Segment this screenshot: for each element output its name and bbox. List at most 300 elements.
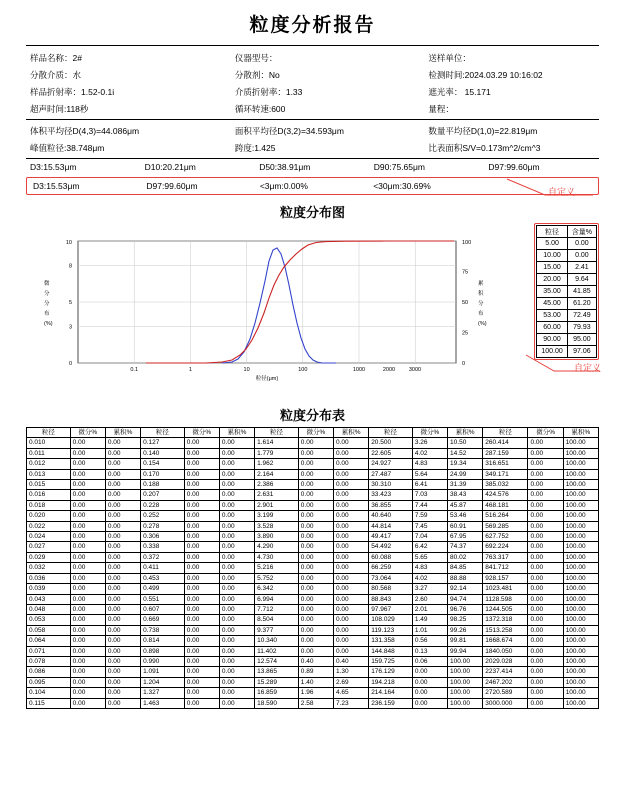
cell-diameter: 0.022 (27, 521, 71, 531)
cell-differential: 0.00 (298, 521, 333, 531)
cell-differential: 4.02 (412, 448, 447, 458)
cell-differential: 0.00 (528, 532, 563, 542)
cell-diameter: 569.285 (483, 521, 528, 531)
side-row (537, 322, 597, 334)
cell-diameter: 1.327 (141, 688, 185, 698)
info-cell: 介质折射率：1.33 (234, 86, 303, 97)
cell-differential: 0.00 (412, 677, 447, 687)
cell-differential: 7.44 (412, 500, 447, 510)
svg-text:积: 积 (478, 291, 484, 297)
cell-diameter: 36.855 (369, 500, 413, 510)
cell-diameter: 0.278 (141, 521, 185, 531)
cell-cumulative: 88.88 (448, 573, 483, 583)
cell-differential: 0.00 (70, 511, 105, 521)
table-row (27, 604, 599, 614)
cell-differential: 0.00 (528, 511, 563, 521)
custom-d97: D97:99.60μm (146, 181, 198, 191)
table-row (27, 688, 599, 698)
cell-cumulative: 0.00 (105, 698, 140, 708)
info-row (26, 139, 599, 156)
cell-diameter: 10.340 (255, 636, 299, 646)
side-cell: 0.00 (567, 238, 596, 250)
cell-diameter: 385.032 (483, 480, 528, 490)
cell-diameter: 0.086 (27, 667, 71, 677)
cell-diameter: 97.967 (369, 604, 413, 614)
svg-text:0: 0 (68, 361, 72, 367)
cell-differential: 0.00 (298, 511, 333, 521)
cell-differential: 0.00 (528, 490, 563, 500)
cell-cumulative: 0.00 (105, 604, 140, 614)
cell-diameter: 88.843 (369, 594, 413, 604)
cell-cumulative: 0.00 (219, 615, 254, 625)
cell-diameter: 44.814 (369, 521, 413, 531)
side-th: 粒径 (537, 226, 567, 238)
cell-cumulative: 0.00 (219, 552, 254, 562)
table-row (27, 573, 599, 583)
cell-diameter: 3.199 (255, 511, 299, 521)
cell-diameter: 0.048 (27, 604, 71, 614)
cell-diameter: 27.487 (369, 469, 413, 479)
distribution-chart (26, 223, 602, 398)
cell-diameter: 0.551 (141, 594, 185, 604)
cell-differential: 0.00 (184, 584, 219, 594)
percentile-d3: D3:15.53μm (30, 162, 77, 172)
cell-cumulative: 0.00 (105, 500, 140, 510)
cell-differential: 0.13 (412, 646, 447, 656)
cell-cumulative: 100.00 (563, 500, 598, 510)
cell-differential: 0.00 (70, 542, 105, 552)
cell-diameter: 144.848 (369, 646, 413, 656)
cell-cumulative: 100.00 (563, 625, 598, 635)
cell-cumulative: 0.00 (333, 584, 368, 594)
table-row (27, 677, 599, 687)
custom-d3: D3:15.53μm (33, 181, 80, 191)
cell-differential: 0.00 (298, 646, 333, 656)
cell-diameter: 0.814 (141, 636, 185, 646)
cell-diameter: 18.590 (255, 698, 299, 708)
cell-differential: 7.45 (412, 521, 447, 531)
cell-differential: 0.00 (528, 542, 563, 552)
svg-text:3000: 3000 (408, 367, 422, 373)
table-row (27, 698, 599, 708)
cell-cumulative: 0.00 (219, 521, 254, 531)
cell-cumulative: 0.00 (105, 584, 140, 594)
cell-cumulative: 100.00 (563, 594, 598, 604)
cell-cumulative: 100.00 (563, 469, 598, 479)
info-cell: 峰值粒径:38.748μm (30, 142, 105, 153)
svg-text:25: 25 (462, 330, 469, 337)
cell-differential: 0.00 (184, 656, 219, 666)
cell-cumulative: 99.94 (448, 646, 483, 656)
side-row (537, 262, 597, 274)
cell-differential: 0.00 (184, 563, 219, 573)
th-differential: 微分% (184, 428, 219, 438)
side-cell: 10.00 (537, 250, 567, 262)
cell-cumulative: 100.00 (563, 604, 598, 614)
info-row (26, 122, 599, 139)
cell-differential: 3.27 (412, 584, 447, 594)
cell-diameter: 2467.202 (483, 677, 528, 687)
cell-differential: 0.00 (184, 646, 219, 656)
side-row (537, 334, 597, 346)
distribution-data-table[interactable] (26, 427, 599, 709)
table-row (27, 636, 599, 646)
table-header-row (27, 428, 599, 438)
cell-diameter: 841.712 (483, 563, 528, 573)
cell-cumulative: 0.00 (105, 646, 140, 656)
cell-cumulative: 100.00 (563, 646, 598, 656)
cell-cumulative: 96.76 (448, 604, 483, 614)
info-cell: 分散介质：水 (30, 69, 82, 80)
cell-diameter: 3000.000 (483, 698, 528, 708)
side-row (537, 298, 597, 310)
cell-cumulative: 100.00 (448, 688, 483, 698)
report-page (0, 10, 625, 786)
cell-differential: 0.00 (184, 688, 219, 698)
table-row (27, 438, 599, 448)
cell-diameter: 0.015 (27, 480, 71, 490)
cell-cumulative: 0.00 (219, 594, 254, 604)
cell-diameter: 1.779 (255, 448, 299, 458)
chart-title: 粒度分布图 (279, 206, 345, 221)
cell-cumulative: 0.00 (333, 552, 368, 562)
cell-differential: 0.00 (70, 636, 105, 646)
cell-diameter: 1.204 (141, 677, 185, 687)
cell-cumulative: 0.00 (105, 459, 140, 469)
side-cell: 100.00 (537, 346, 567, 358)
th-diameter: 粒径 (255, 428, 299, 438)
cell-diameter: 0.064 (27, 636, 71, 646)
cell-differential: 6.41 (412, 480, 447, 490)
table-row (27, 552, 599, 562)
cell-diameter: 11.402 (255, 646, 299, 656)
cell-differential: 0.00 (184, 698, 219, 708)
cell-cumulative: 99.26 (448, 625, 483, 635)
cell-diameter: 2237.414 (483, 667, 528, 677)
cell-diameter: 424.576 (483, 490, 528, 500)
cell-differential: 0.00 (528, 625, 563, 635)
cell-diameter: 0.095 (27, 677, 71, 687)
cell-differential: 0.00 (70, 438, 105, 448)
cell-diameter: 119.123 (369, 625, 413, 635)
cell-cumulative: 0.00 (105, 656, 140, 666)
cell-diameter: 1023.481 (483, 584, 528, 594)
cell-cumulative: 0.00 (105, 552, 140, 562)
cell-differential: 0.00 (298, 448, 333, 458)
cell-cumulative: 100.00 (563, 542, 598, 552)
cell-cumulative: 100.00 (563, 636, 598, 646)
cell-cumulative: 0.00 (105, 532, 140, 542)
cell-cumulative: 100.00 (563, 521, 598, 531)
cell-differential: 2.58 (298, 698, 333, 708)
cell-cumulative: 100.00 (448, 677, 483, 687)
cell-differential: 0.00 (528, 656, 563, 666)
cell-cumulative: 100.00 (563, 438, 598, 448)
cell-diameter: 4.290 (255, 542, 299, 552)
cell-diameter: 0.029 (27, 552, 71, 562)
cell-diameter: 60.088 (369, 552, 413, 562)
cell-cumulative: 100.00 (448, 667, 483, 677)
cell-diameter: 0.027 (27, 542, 71, 552)
cell-differential: 0.00 (528, 688, 563, 698)
cell-diameter: 0.024 (27, 532, 71, 542)
info-cell: 样品折射率：1.52-0.1i (30, 86, 115, 97)
cell-diameter: 5.216 (255, 563, 299, 573)
svg-text:分: 分 (44, 291, 50, 297)
svg-text:1000: 1000 (352, 367, 366, 373)
th-differential: 微分% (412, 428, 447, 438)
side-cell: 35.00 (537, 286, 567, 298)
cell-differential: 0.00 (528, 636, 563, 646)
info-cell: 循环转速:600 (234, 103, 286, 114)
cell-diameter: 1513.258 (483, 625, 528, 635)
cell-differential: 0.00 (184, 667, 219, 677)
cell-differential: 0.00 (528, 604, 563, 614)
cell-differential: 2.60 (412, 594, 447, 604)
table-row (27, 511, 599, 521)
cell-diameter: 0.012 (27, 459, 71, 469)
custom-under3: <3μm:0.00% (259, 181, 308, 191)
cell-cumulative: 0.00 (105, 688, 140, 698)
cell-differential: 0.00 (184, 459, 219, 469)
cell-diameter: 8.504 (255, 615, 299, 625)
cell-diameter: 287.159 (483, 448, 528, 458)
cell-cumulative: 100.00 (563, 615, 598, 625)
cell-cumulative: 19.34 (448, 459, 483, 469)
cell-differential: 0.00 (528, 563, 563, 573)
cell-cumulative: 0.00 (333, 511, 368, 521)
cell-diameter: 0.036 (27, 573, 71, 583)
cell-differential: 0.00 (298, 584, 333, 594)
cell-cumulative: 100.00 (448, 656, 483, 666)
percentile-d10: D10:20.21μm (144, 162, 196, 172)
cell-diameter: 0.207 (141, 490, 185, 500)
th-cumulative: 累积% (105, 428, 140, 438)
side-row (537, 310, 597, 322)
cell-diameter: 0.372 (141, 552, 185, 562)
cell-diameter: 468.181 (483, 500, 528, 510)
cell-diameter: 1.614 (255, 438, 299, 448)
side-cell: 2.41 (567, 262, 596, 274)
table-row (27, 625, 599, 635)
cell-diameter: 9.377 (255, 625, 299, 635)
cell-diameter: 0.170 (141, 469, 185, 479)
cell-differential: 0.00 (298, 469, 333, 479)
cell-differential: 0.00 (70, 594, 105, 604)
cell-diameter: 159.725 (369, 656, 413, 666)
cell-differential: 0.00 (70, 490, 105, 500)
info-cell: 面积平均径D(3,2)=34.593μm (234, 125, 344, 136)
cell-cumulative: 0.00 (219, 646, 254, 656)
cell-differential: 0.00 (184, 625, 219, 635)
cell-cumulative: 1.30 (333, 667, 368, 677)
cell-differential: 0.00 (528, 480, 563, 490)
cell-diameter: 0.306 (141, 532, 185, 542)
svg-text:微: 微 (44, 281, 50, 287)
cell-cumulative: 0.00 (219, 532, 254, 542)
cell-diameter: 236.159 (369, 698, 413, 708)
cell-differential: 0.00 (298, 438, 333, 448)
cell-diameter: 627.752 (483, 532, 528, 542)
cell-cumulative: 0.00 (333, 490, 368, 500)
table-row (27, 459, 599, 469)
cell-diameter: 0.990 (141, 656, 185, 666)
cell-cumulative: 100.00 (563, 480, 598, 490)
cell-diameter: 194.218 (369, 677, 413, 687)
info-cell: 量程： (428, 103, 454, 114)
summary-side-table[interactable] (534, 223, 599, 360)
cell-differential: 0.00 (298, 480, 333, 490)
cell-diameter: 1244.505 (483, 604, 528, 614)
cell-differential: 5.65 (412, 552, 447, 562)
cell-cumulative: 0.00 (333, 459, 368, 469)
table-row (27, 500, 599, 510)
svg-text:5: 5 (68, 300, 72, 306)
svg-text:8: 8 (68, 263, 72, 270)
cell-cumulative: 0.00 (333, 615, 368, 625)
cell-diameter: 2029.028 (483, 656, 528, 666)
table-row (27, 656, 599, 666)
info-row (26, 100, 599, 117)
cell-differential: 0.00 (528, 615, 563, 625)
side-cell: 9.64 (567, 274, 596, 286)
percentile-d50: D50:38.91μm (259, 162, 311, 172)
cell-cumulative: 0.00 (105, 667, 140, 677)
cell-cumulative: 100.00 (448, 698, 483, 708)
cell-diameter: 0.053 (27, 615, 71, 625)
cell-differential: 0.00 (184, 511, 219, 521)
cell-differential: 0.00 (184, 532, 219, 542)
cell-diameter: 0.154 (141, 459, 185, 469)
side-row (537, 274, 597, 286)
cell-cumulative: 0.00 (105, 677, 140, 687)
cell-cumulative: 0.00 (219, 698, 254, 708)
cell-diameter: 0.020 (27, 511, 71, 521)
cell-differential: 0.00 (184, 521, 219, 531)
cell-diameter: 928.157 (483, 573, 528, 583)
cell-differential: 0.00 (70, 698, 105, 708)
svg-text:累: 累 (478, 281, 484, 287)
cell-cumulative: 0.00 (105, 490, 140, 500)
svg-text:(%): (%) (478, 321, 487, 327)
cell-diameter: 6.994 (255, 594, 299, 604)
th-differential: 微分% (528, 428, 563, 438)
cell-differential: 0.00 (70, 500, 105, 510)
cell-differential: 0.00 (298, 604, 333, 614)
cell-cumulative: 100.00 (563, 448, 598, 458)
side-cell: 97.06 (567, 346, 596, 358)
cell-diameter: 0.078 (27, 656, 71, 666)
cell-differential: 4.83 (412, 459, 447, 469)
cell-cumulative: 99.81 (448, 636, 483, 646)
cell-diameter: 0.011 (27, 448, 71, 458)
cell-differential: 0.00 (184, 480, 219, 490)
cell-cumulative: 0.00 (105, 573, 140, 583)
cell-differential: 0.00 (184, 594, 219, 604)
cell-differential: 0.00 (184, 677, 219, 687)
table-row (27, 542, 599, 552)
cell-diameter: 316.651 (483, 459, 528, 469)
cell-differential: 7.04 (412, 532, 447, 542)
cell-differential: 0.00 (70, 688, 105, 698)
cell-cumulative: 10.50 (448, 438, 483, 448)
th-diameter: 粒径 (141, 428, 185, 438)
cell-differential: 0.00 (70, 584, 105, 594)
cell-diameter: 30.310 (369, 480, 413, 490)
th-diameter: 粒径 (483, 428, 528, 438)
cell-differential: 0.56 (412, 636, 447, 646)
cell-cumulative: 100.00 (563, 511, 598, 521)
svg-text:布: 布 (478, 311, 484, 317)
cell-cumulative: 7.23 (333, 698, 368, 708)
cell-differential: 0.00 (528, 521, 563, 531)
info-cell: 跨度:1.425 (234, 142, 276, 153)
info-cell: 样品名称：2# (30, 52, 82, 63)
svg-text:粒径(μm): 粒径(μm) (255, 376, 279, 382)
cell-diameter: 0.411 (141, 563, 185, 573)
cell-cumulative: 0.00 (333, 604, 368, 614)
cell-differential: 0.00 (528, 594, 563, 604)
cell-cumulative: 0.00 (105, 448, 140, 458)
cell-differential: 0.00 (70, 532, 105, 542)
cell-differential: 0.00 (70, 521, 105, 531)
cell-diameter: 0.228 (141, 500, 185, 510)
svg-text:75: 75 (462, 269, 469, 276)
cell-cumulative: 0.00 (333, 480, 368, 490)
cell-cumulative: 0.00 (219, 677, 254, 687)
side-row (537, 238, 597, 250)
cell-differential: 0.00 (184, 552, 219, 562)
cell-cumulative: 0.00 (105, 636, 140, 646)
cell-diameter: 0.499 (141, 584, 185, 594)
side-cell: 72.49 (567, 310, 596, 322)
cell-cumulative: 0.00 (105, 438, 140, 448)
cell-differential: 0.00 (528, 500, 563, 510)
cell-differential: 0.00 (298, 552, 333, 562)
cell-cumulative: 0.00 (333, 594, 368, 604)
cell-differential: 0.00 (70, 552, 105, 562)
cell-diameter: 2.901 (255, 500, 299, 510)
cell-cumulative: 0.00 (333, 448, 368, 458)
svg-text:布: 布 (44, 311, 50, 317)
cell-diameter: 0.010 (27, 438, 71, 448)
cell-differential: 0.00 (298, 563, 333, 573)
cell-differential: 0.00 (184, 636, 219, 646)
side-cell: 61.20 (567, 298, 596, 310)
cell-diameter: 1668.674 (483, 636, 528, 646)
cell-cumulative: 100.00 (563, 552, 598, 562)
cell-differential: 0.00 (298, 594, 333, 604)
cell-cumulative: 0.00 (219, 511, 254, 521)
cell-diameter: 40.640 (369, 511, 413, 521)
th-differential: 微分% (70, 428, 105, 438)
cell-cumulative: 100.00 (563, 667, 598, 677)
cell-differential: 0.00 (70, 480, 105, 490)
cell-cumulative: 0.00 (333, 625, 368, 635)
side-cell: 0.00 (567, 250, 596, 262)
side-cell: 60.00 (537, 322, 567, 334)
cell-differential: 2.01 (412, 604, 447, 614)
cell-differential: 0.00 (298, 615, 333, 625)
svg-text:3: 3 (68, 324, 72, 331)
th-cumulative: 累积% (219, 428, 254, 438)
side-cell: 41.85 (567, 286, 596, 298)
cell-diameter: 1.962 (255, 459, 299, 469)
cell-differential: 1.96 (298, 688, 333, 698)
cell-diameter: 176.129 (369, 667, 413, 677)
info-cell: 检测时间:2024.03.29 10:16:02 (428, 69, 543, 80)
cell-cumulative: 0.00 (105, 542, 140, 552)
